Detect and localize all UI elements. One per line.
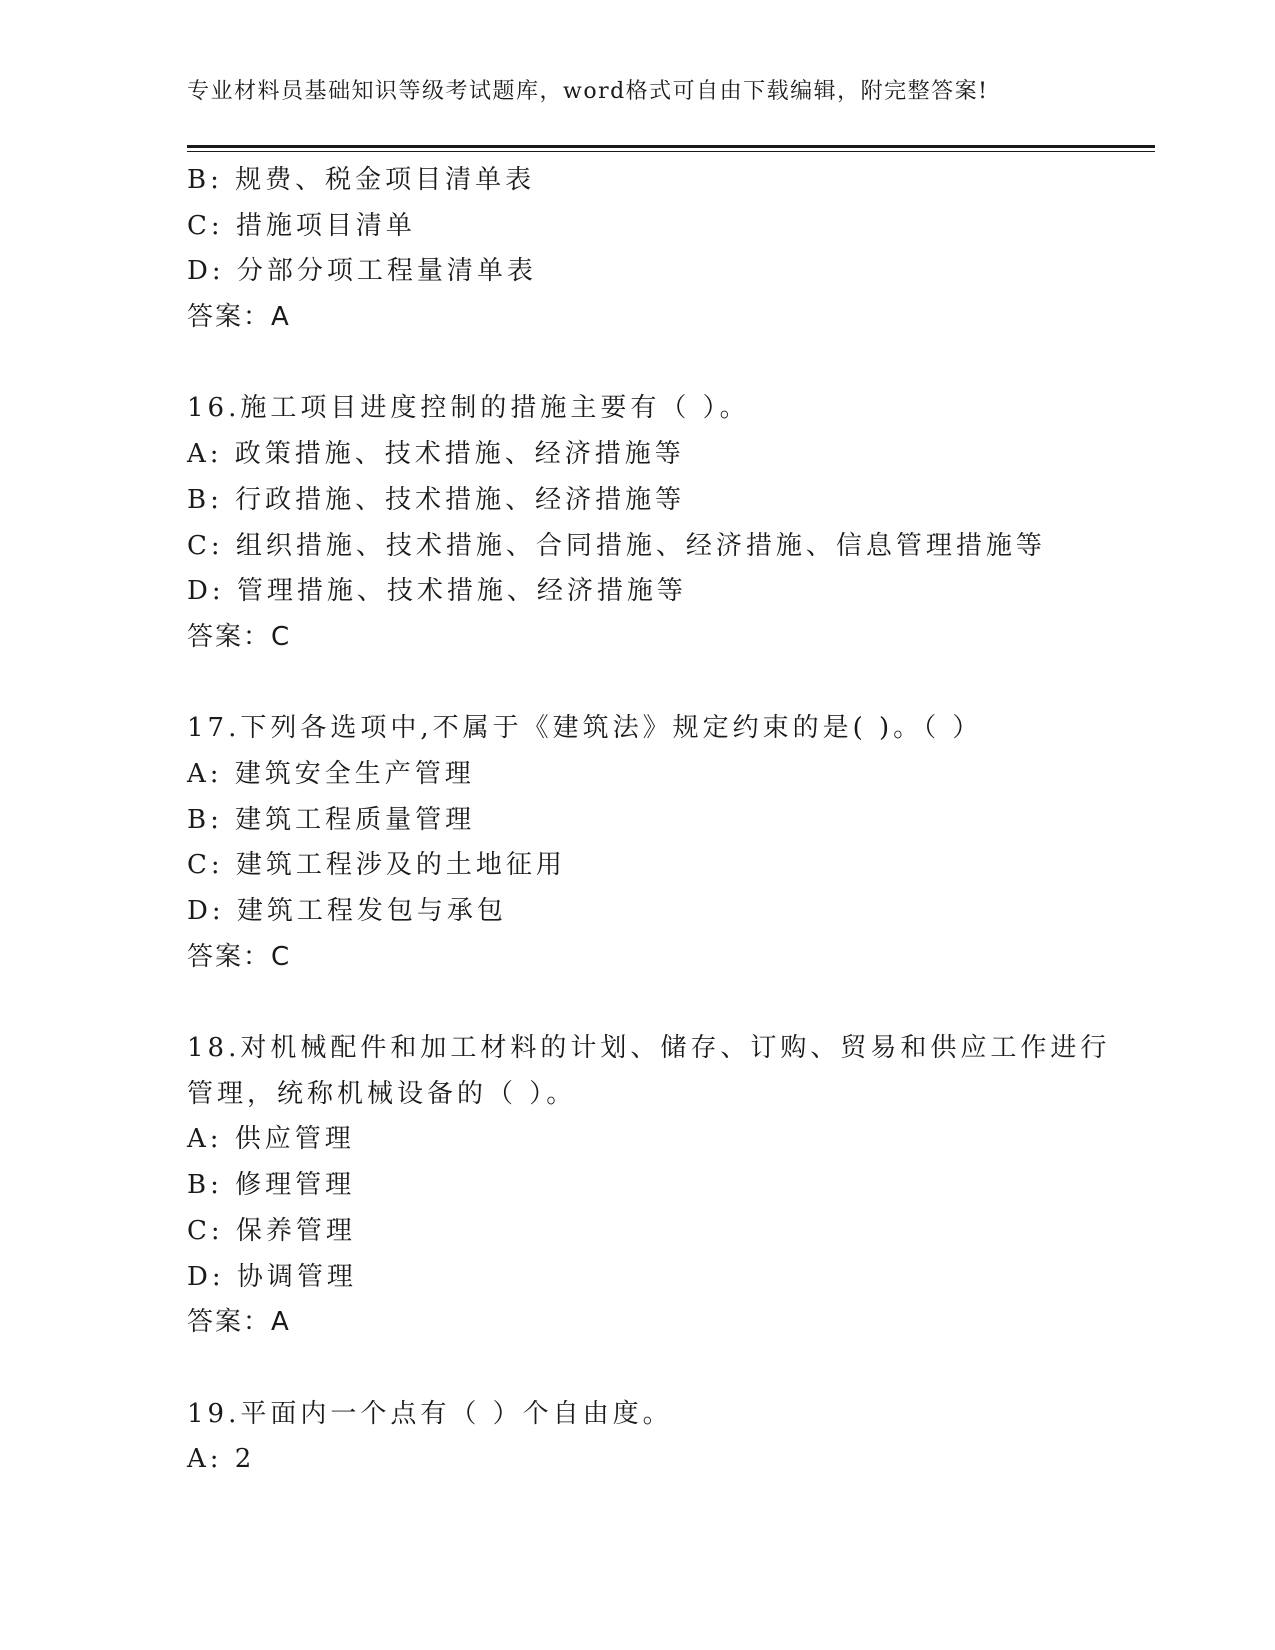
option-d: D: 管理措施、技术措施、经济措施等 bbox=[187, 576, 687, 607]
question-15 bbox=[187, 158, 1155, 341]
question-stem: 19.平面内一个点有（ ）个自由度。 bbox=[187, 1398, 673, 1429]
question-stem: 17.下列各选项中,不属于《建筑法》规定约束的是( )。（ ） bbox=[187, 713, 983, 744]
question-18 bbox=[187, 1026, 1155, 1346]
answer: 答案：A bbox=[187, 302, 291, 333]
option-d: D: 协调管理 bbox=[187, 1261, 357, 1292]
option-b: B: 修理管理 bbox=[187, 1170, 356, 1201]
option-a: A: 2 bbox=[187, 1444, 256, 1475]
question-stem-line-1: 18.对机械配件和加工材料的计划、储存、订购、贸易和供应工作进行 bbox=[187, 1033, 1111, 1064]
answer: 答案：C bbox=[187, 941, 292, 972]
option-b: B: 建筑工程质量管理 bbox=[187, 804, 476, 835]
option-b: B: 行政措施、技术措施、经济措施等 bbox=[187, 484, 686, 515]
header-rule-thick bbox=[187, 145, 1155, 148]
option-b: B: 规费、税金项目清单表 bbox=[187, 165, 536, 195]
header-rule-thin bbox=[187, 151, 1155, 152]
option-d: D: 分部分项工程量清单表 bbox=[187, 256, 537, 287]
option-c: C: 保养管理 bbox=[187, 1215, 356, 1246]
option-a: A: 建筑安全生产管理 bbox=[187, 758, 475, 789]
option-d: D: 建筑工程发包与承包 bbox=[187, 896, 507, 926]
question-stem: 16.施工项目进度控制的措施主要有（ ）。 bbox=[187, 393, 750, 424]
question-list bbox=[187, 158, 1155, 1483]
answer: 答案：C bbox=[187, 621, 292, 652]
option-c: C: 建筑工程涉及的土地征用 bbox=[187, 850, 566, 881]
question-16 bbox=[187, 386, 1155, 660]
option-a: A: 政策措施、技术措施、经济措施等 bbox=[187, 439, 685, 470]
option-a: A: 供应管理 bbox=[187, 1124, 355, 1155]
option-c: C: 组织措施、技术措施、合同措施、经济措施、信息管理措施等 bbox=[187, 530, 1046, 561]
answer: 答案：A bbox=[187, 1307, 291, 1338]
option-c: C: 措施项目清单 bbox=[187, 210, 416, 241]
page-header: 专业材料员基础知识等级考试题库，word格式可自由下载编辑，附完整答案! bbox=[187, 79, 989, 104]
question-stem-line-2: 管理，统称机械设备的（ ）。 bbox=[187, 1078, 577, 1109]
question-19 bbox=[187, 1392, 1155, 1483]
question-17 bbox=[187, 706, 1155, 980]
